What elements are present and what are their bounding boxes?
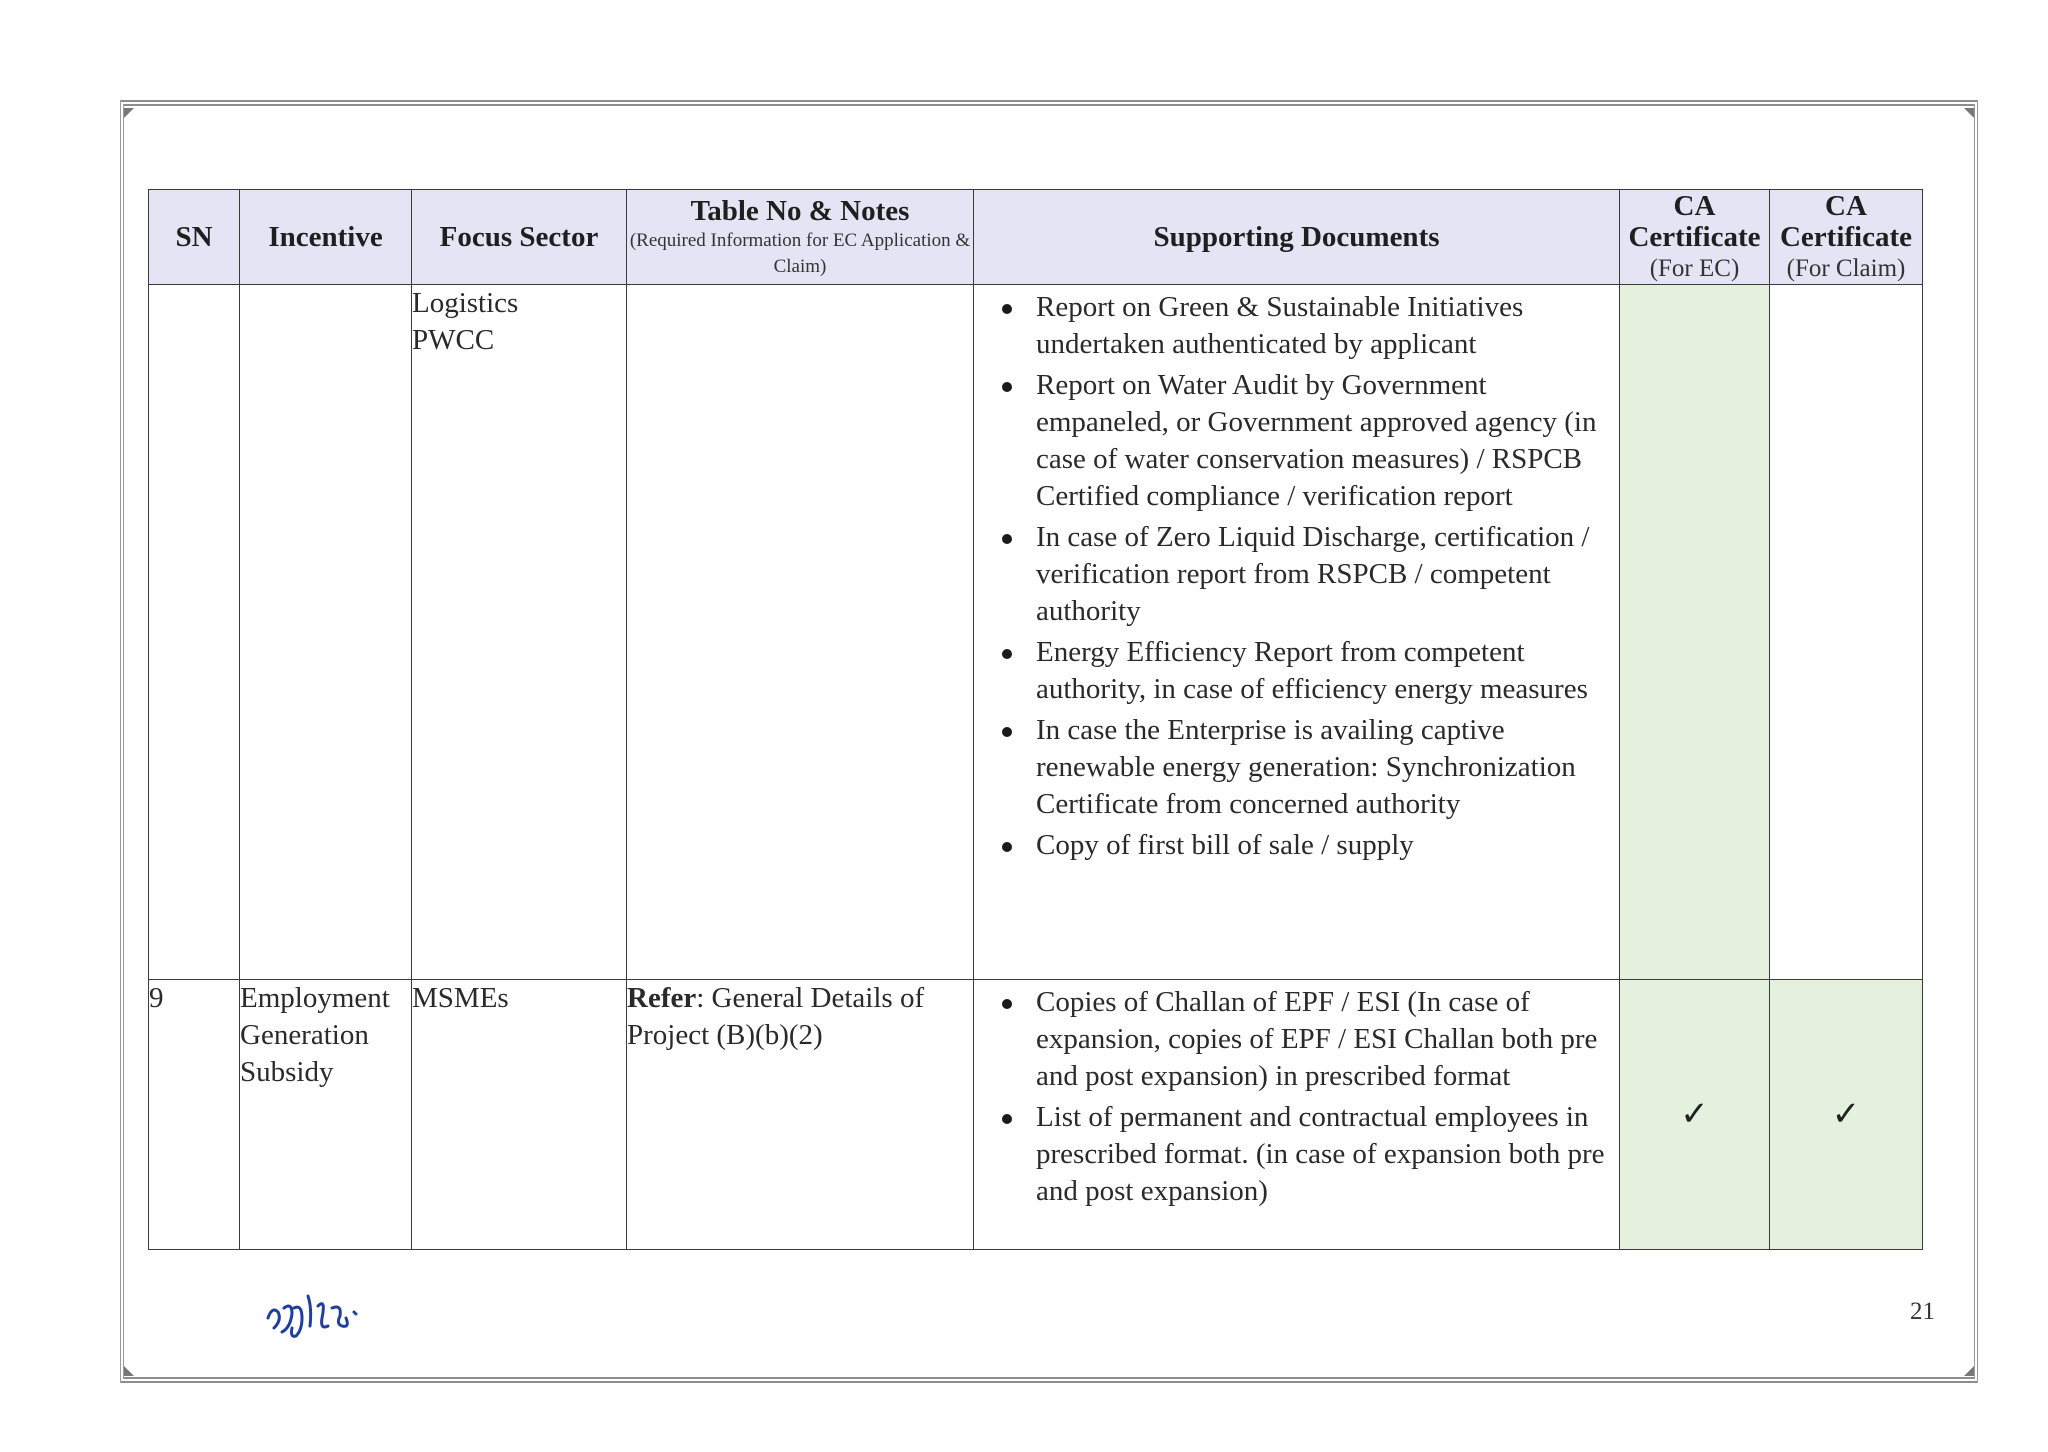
- focus-sector-line: PWCC: [412, 324, 495, 356]
- header-table-no-notes: [627, 190, 974, 285]
- focus-sector-line: MSMEs: [412, 982, 509, 1014]
- table-header-row: [149, 190, 1923, 285]
- header-focus-sector: Focus Sector: [412, 190, 627, 285]
- header-ca-ec-line3: (For EC): [1649, 254, 1740, 282]
- header-ca-certificate-claim: [1770, 190, 1923, 285]
- header-ca-claim-line2: Certificate: [1779, 220, 1912, 253]
- cell-incentive: Employment Generation Subsidy: [240, 980, 412, 1250]
- refer-text: : General Details of Project (B)(b)(2): [627, 982, 925, 1051]
- list-item: Energy Efficiency Report from competent authority, in case of efficiency energy measures: [1036, 634, 1619, 708]
- documents-list: [974, 980, 1619, 1210]
- header-ca-ec-line2: Certificate: [1628, 220, 1761, 253]
- cell-sn: [149, 285, 240, 980]
- cell-table-notes: [627, 980, 974, 1250]
- cell-table-notes: [627, 285, 974, 980]
- list-item: In case of Zero Liquid Discharge, certification / verification report from RSPCB / competent authority: [1036, 519, 1619, 630]
- page-number: 21: [1910, 1298, 1935, 1325]
- corner-ornament-bottom-left: [124, 1366, 134, 1376]
- table-row: [149, 980, 1923, 1250]
- list-item: Copies of Challan of EPF / ESI (In case of expansion, copies of EPF / ESI Challan both pre and post expansion) in prescribed format: [1036, 984, 1619, 1095]
- cell-supporting-documents: [974, 980, 1620, 1250]
- cell-focus-sector: [412, 285, 627, 980]
- header-incentive: Incentive: [240, 190, 412, 285]
- corner-ornament-top-right: [1964, 108, 1974, 118]
- cell-ca-claim: [1770, 285, 1923, 980]
- header-sn: SN: [149, 190, 240, 285]
- cell-ca-claim-checkmark: ✓: [1770, 980, 1923, 1250]
- list-item: Report on Green & Sustainable Initiatives undertaken authenticated by applicant: [1036, 289, 1619, 363]
- header-ca-claim-line3: (For Claim): [1786, 254, 1906, 282]
- cell-focus-sector: [412, 980, 627, 1250]
- header-ca-ec-line1: CA: [1673, 189, 1716, 222]
- refer-label: Refer: [627, 982, 697, 1014]
- list-item: List of permanent and contractual employees in prescribed format. (in case of expansion both pre and post expansion): [1036, 1099, 1619, 1210]
- cell-ca-ec-checkmark: ✓: [1620, 980, 1770, 1250]
- list-item: Report on Water Audit by Government empaneled, or Government approved agency (in case of water conservation measures) / RSPCB Certified compliance / verification report: [1036, 367, 1619, 515]
- corner-ornament-top-left: [124, 108, 134, 118]
- cell-incentive: [240, 285, 412, 980]
- cell-ca-ec: [1620, 285, 1770, 980]
- header-table-no-subtitle: (Required Information for EC Application & Claim): [629, 229, 971, 277]
- list-item: In case the Enterprise is availing captive renewable energy generation: Synchronization Certificate from concerned authority: [1036, 712, 1619, 823]
- cell-sn: 9: [149, 980, 240, 1250]
- incentive-documents-table: [148, 189, 1923, 1250]
- header-ca-certificate-ec: [1620, 190, 1770, 285]
- corner-ornament-bottom-right: [1964, 1366, 1974, 1376]
- cell-supporting-documents: [974, 285, 1620, 980]
- handwritten-signature: [262, 1278, 402, 1342]
- header-ca-claim-line1: CA: [1825, 189, 1867, 222]
- list-item: Copy of first bill of sale / supply: [1036, 827, 1619, 864]
- table-row: [149, 285, 1923, 980]
- documents-list: [974, 285, 1619, 864]
- focus-sector-line: Logistics: [412, 287, 519, 319]
- header-supporting-documents: Supporting Documents: [974, 190, 1620, 285]
- header-table-no-title: Table No & Notes: [690, 194, 910, 227]
